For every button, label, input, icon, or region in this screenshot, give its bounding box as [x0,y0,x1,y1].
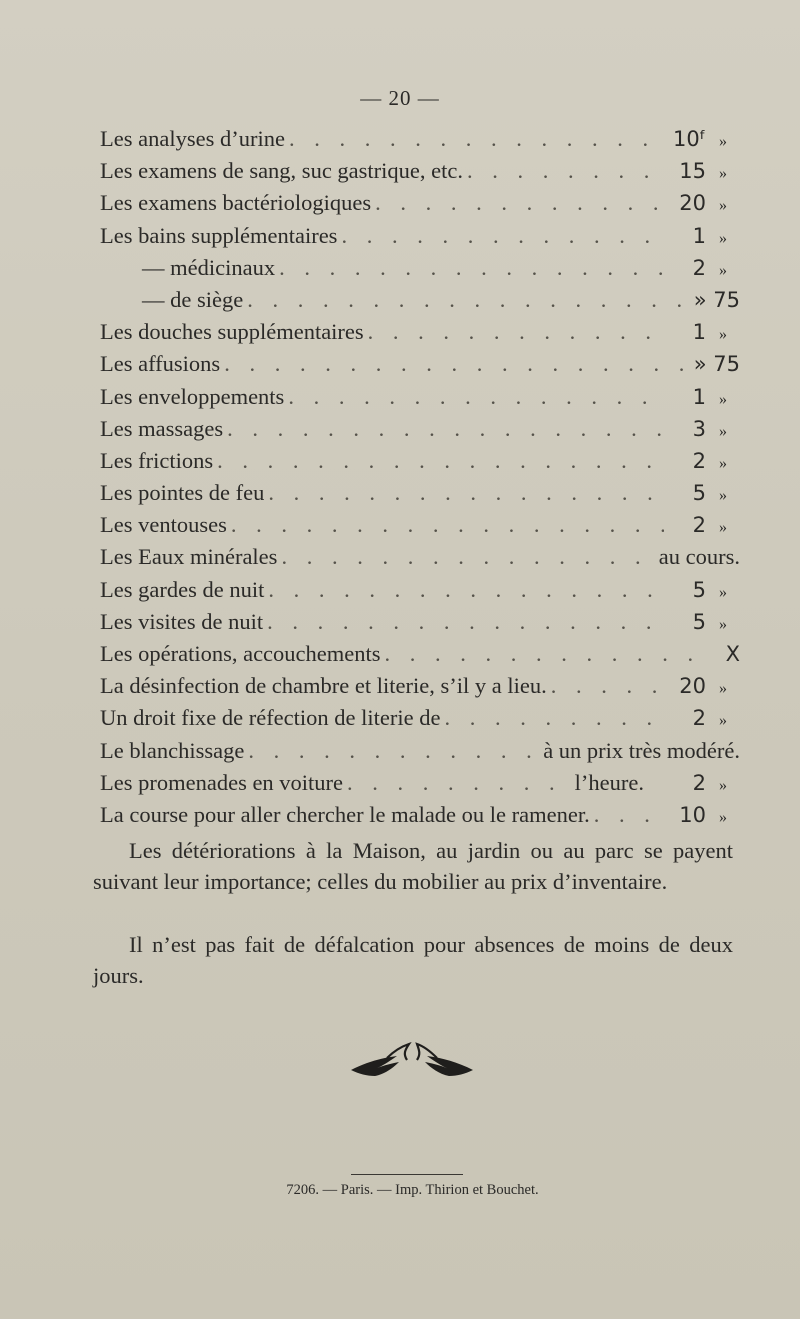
tariff-label: Les visites de nuit [100,608,264,634]
tariff-label: Le blanchissage [100,737,245,763]
tariff-row [100,577,740,609]
tariff-row [100,512,740,544]
tariff-unit-mark: » [719,519,727,537]
tariff-row [100,416,740,448]
tariff-price: 2 [692,770,706,795]
leader-dots [347,770,569,796]
tariff-price: 2 [692,255,706,280]
tariff-label: Les frictions [100,447,214,473]
tariff-row [100,255,740,287]
tariff-unit-mark: » [719,487,727,505]
tariff-label: — de siège [142,286,244,312]
tariff-label: Les massages [100,415,224,441]
tariff-row [100,384,740,416]
tariff-price: 2 [692,706,706,731]
tariff-row [100,190,740,222]
tariff-unit-mark: » [719,165,727,183]
tariff-label: Un droit fixe de réfection de literie de [100,705,441,731]
tariff-row [100,158,740,190]
tariff-label: Les gardes de nuit [100,576,265,602]
tariff-label: Les examens bactériologiques [100,190,372,216]
leader-dots [341,223,664,249]
tariff-label: Les examens de sang, suc gastrique, etc. [100,158,463,184]
tariff-row [100,319,740,351]
leader-dots [444,705,664,731]
leader-dots [248,738,537,764]
leader-dots [224,351,688,377]
tariff-price: 1 [692,320,706,345]
tariff-label: — médicinaux [142,254,276,280]
leader-dots [227,416,664,442]
tariff-row [100,287,740,319]
tariff-row [100,802,740,834]
tariff-price: 20 [679,674,706,699]
tariff-unit-mark: » [719,712,727,730]
tariff-price: au cours. [658,544,740,570]
tariff-unit-mark: » [719,454,727,472]
tariff-label: Les pointes de feu [100,480,265,506]
tariff-unit-mark: » [719,390,727,408]
leader-dots [288,384,664,410]
tariff-row [100,641,740,673]
tariff-unit-mark: » [719,583,727,601]
leader-dots [247,287,688,313]
tariff-unit-mark: » [719,326,727,344]
tariff-price: 2 [692,513,706,538]
tariff-unit-mark: » [719,808,727,826]
page-number: — 20 — [360,86,440,110]
leader-dots [267,609,664,635]
tariff-price: 5 [692,577,706,602]
tariff-label: Les bains supplémentaires [100,222,338,248]
tariff-row [100,480,740,512]
tariff-label: Les affusions [100,351,221,377]
tariff-row [100,738,740,770]
tariff-row [100,544,740,576]
tariff-price: » 75 [693,287,740,312]
leader-dots [268,577,664,603]
tariff-label: Les promenades en voiture [100,769,344,795]
tariff-label: La course pour aller chercher le malade ou le ramener. [100,801,590,827]
tariff-label: La désinfection de chambre et literie, s’il y a lieu. [100,673,547,699]
tariff-price: 2 [692,448,706,473]
tariff-price: 3 [692,416,706,441]
tariff-row [100,223,740,255]
tariff-price: 1 [692,223,706,248]
tariff-row [100,351,740,383]
tariff-price: 10ᶠ [673,127,706,151]
tariff-unit-mark: » [719,197,727,215]
tariff-label: Les douches supplémentaires [100,319,364,345]
tariff-unit-mark: » [719,615,727,633]
tariff-unit-mark: » [719,680,727,698]
tariff-price: 20 [679,191,706,216]
leader-dots [289,126,664,152]
paragraph-absences: Il n’est pas fait de défalcation pour absences de moins de deux jours. [93,932,733,988]
tariff-label: Les Eaux minérales [100,544,278,570]
tariff-label: Les opérations, accouchements [100,641,381,666]
leader-dots [375,190,664,216]
tariff-price: 1 [692,384,706,409]
leader-dots [279,255,664,281]
tariff-label: Les enveloppements [100,383,285,409]
tariff-row [100,609,740,641]
fleuron-ornament [347,1040,477,1080]
tariff-row [100,126,740,158]
tariff-price: 5 [692,609,706,634]
leader-dots [467,158,664,184]
tariff-price: » 75 [693,352,740,377]
tariff-price: X [725,642,740,666]
leader-dots [368,319,664,345]
leader-dots [385,641,698,667]
tariff-label: Les ventouses [100,512,227,538]
leader-dots [281,544,652,570]
tariff-row [100,448,740,480]
tariff-price: 5 [692,481,706,506]
tariff-unit-mark: » [719,261,727,279]
tariff-unit-mark: » [719,422,727,440]
tariff-row [100,770,740,802]
leader-dots [268,480,664,506]
tariff-price: à un prix très modéré. [543,737,740,763]
imprint-rule [351,1174,463,1175]
leader-dots [231,512,664,538]
tariff-row [100,673,740,705]
tariff-list [100,126,740,834]
leader-dots [551,673,664,699]
leader-dots [217,448,664,474]
printer-imprint: 7206. — Paris. — Imp. Thirion et Bouchet. [286,1182,539,1198]
leader-dots [594,802,664,828]
tariff-price: 15 [679,159,706,184]
tariff-row [100,705,740,737]
tariff-unit-mark: » [719,776,727,794]
tariff-label: Les analyses d’urine [100,126,285,151]
tariff-rate-unit: l’heure. [574,769,644,795]
tariff-price: 10 [679,802,706,827]
paragraph-damages: Les détériorations à la Maison, au jardin ou au parc se payent suivant leur importance; celles du mobilier au prix d’inventaire. [93,838,733,894]
tariff-unit-mark: » [719,133,727,150]
tariff-unit-mark: » [719,229,727,247]
